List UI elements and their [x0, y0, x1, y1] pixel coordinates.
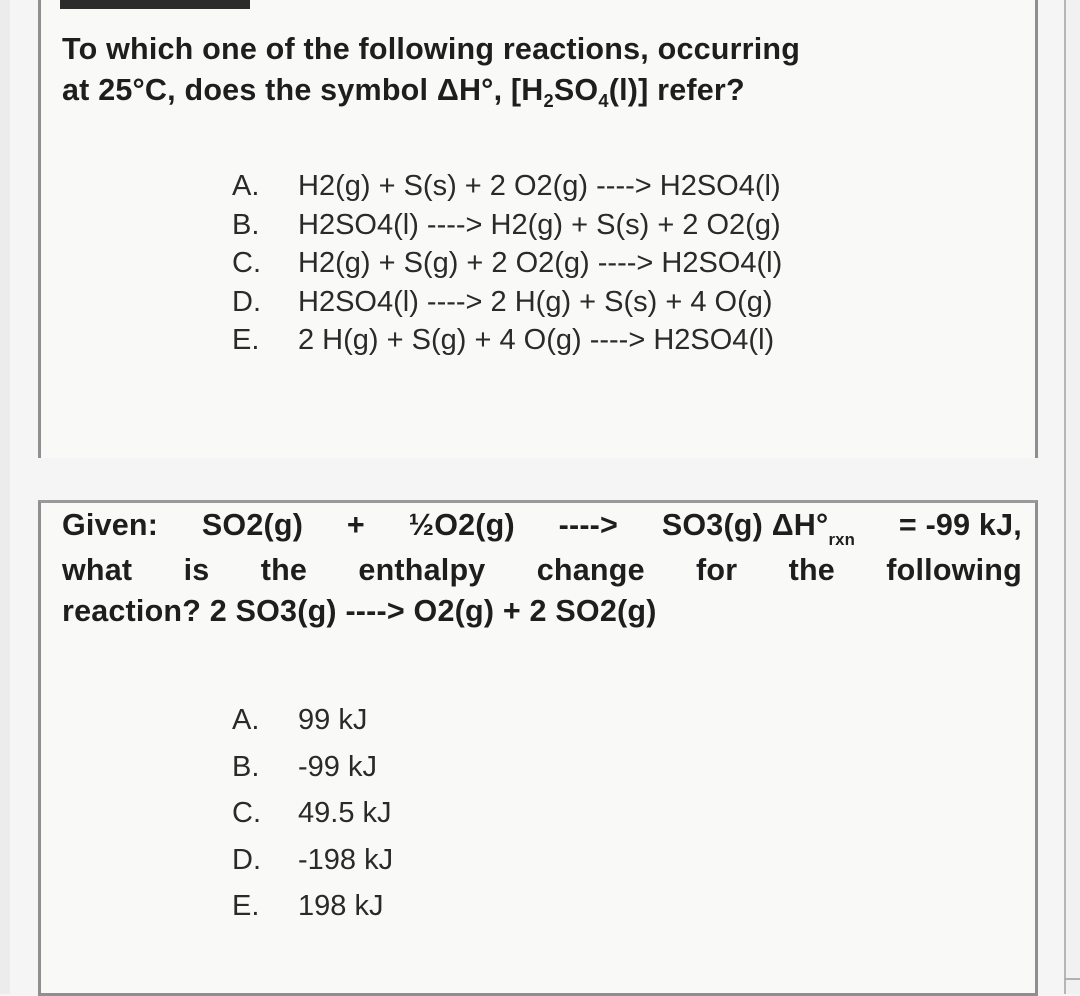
- option-a[interactable]: A. H2(g) + S(s) + 2 O2(g) ----> H2SO4(l): [232, 170, 781, 202]
- option-b[interactable]: B. -99 kJ: [232, 750, 377, 783]
- question-2-text: [62, 505, 1022, 632]
- cropped-heading-bar: [60, 0, 250, 9]
- question-1-line-2: at 25°C, does the symbol ΔH°, $[H_2SO_4(l)]$ refer?: [62, 73, 745, 112]
- option-e[interactable]: E. 198 kJ: [232, 890, 384, 922]
- adjacent-panel-edge-bottom: [1064, 978, 1080, 980]
- option-d[interactable]: D. H2SO4(l) ----> 2 H(g) + S(s) + 4 O(g): [232, 285, 773, 318]
- question-1-options: [232, 167, 782, 360]
- option-e[interactable]: E. 2 H(g) + S(g) + 4 O(g) ----> H2SO4(l): [232, 324, 775, 356]
- question-2-line-1: Given: SO2(g) + ½O2(g) ----> SO3(g) $\Delta H^\circ_{rxn}$ = -99 kJ,: [62, 508, 1022, 549]
- question-2-options: [232, 697, 393, 930]
- option-a[interactable]: A. 99 kJ: [232, 704, 368, 736]
- option-c[interactable]: C. H2(g) + S(g) + 2 O2(g) ----> H2SO4(l): [232, 247, 783, 279]
- question-1-text: [62, 29, 1022, 121]
- option-c[interactable]: C. 49.5 kJ: [232, 797, 392, 829]
- question-2-line-3: reaction? 2 SO3(g) ----> O2(g) + 2 SO2(g): [62, 594, 657, 628]
- option-d[interactable]: D. -198 kJ: [232, 843, 394, 876]
- left-margin: [0, 0, 10, 994]
- option-b[interactable]: B. H2SO4(l) ----> H2(g) + S(s) + 2 O2(g): [232, 208, 781, 241]
- adjacent-panel-edge: [1064, 0, 1080, 994]
- question-2-line-2: what is the enthalpy change for the following: [62, 553, 1022, 587]
- question-1-line-1: To which one of the following reactions, occurring: [62, 32, 801, 66]
